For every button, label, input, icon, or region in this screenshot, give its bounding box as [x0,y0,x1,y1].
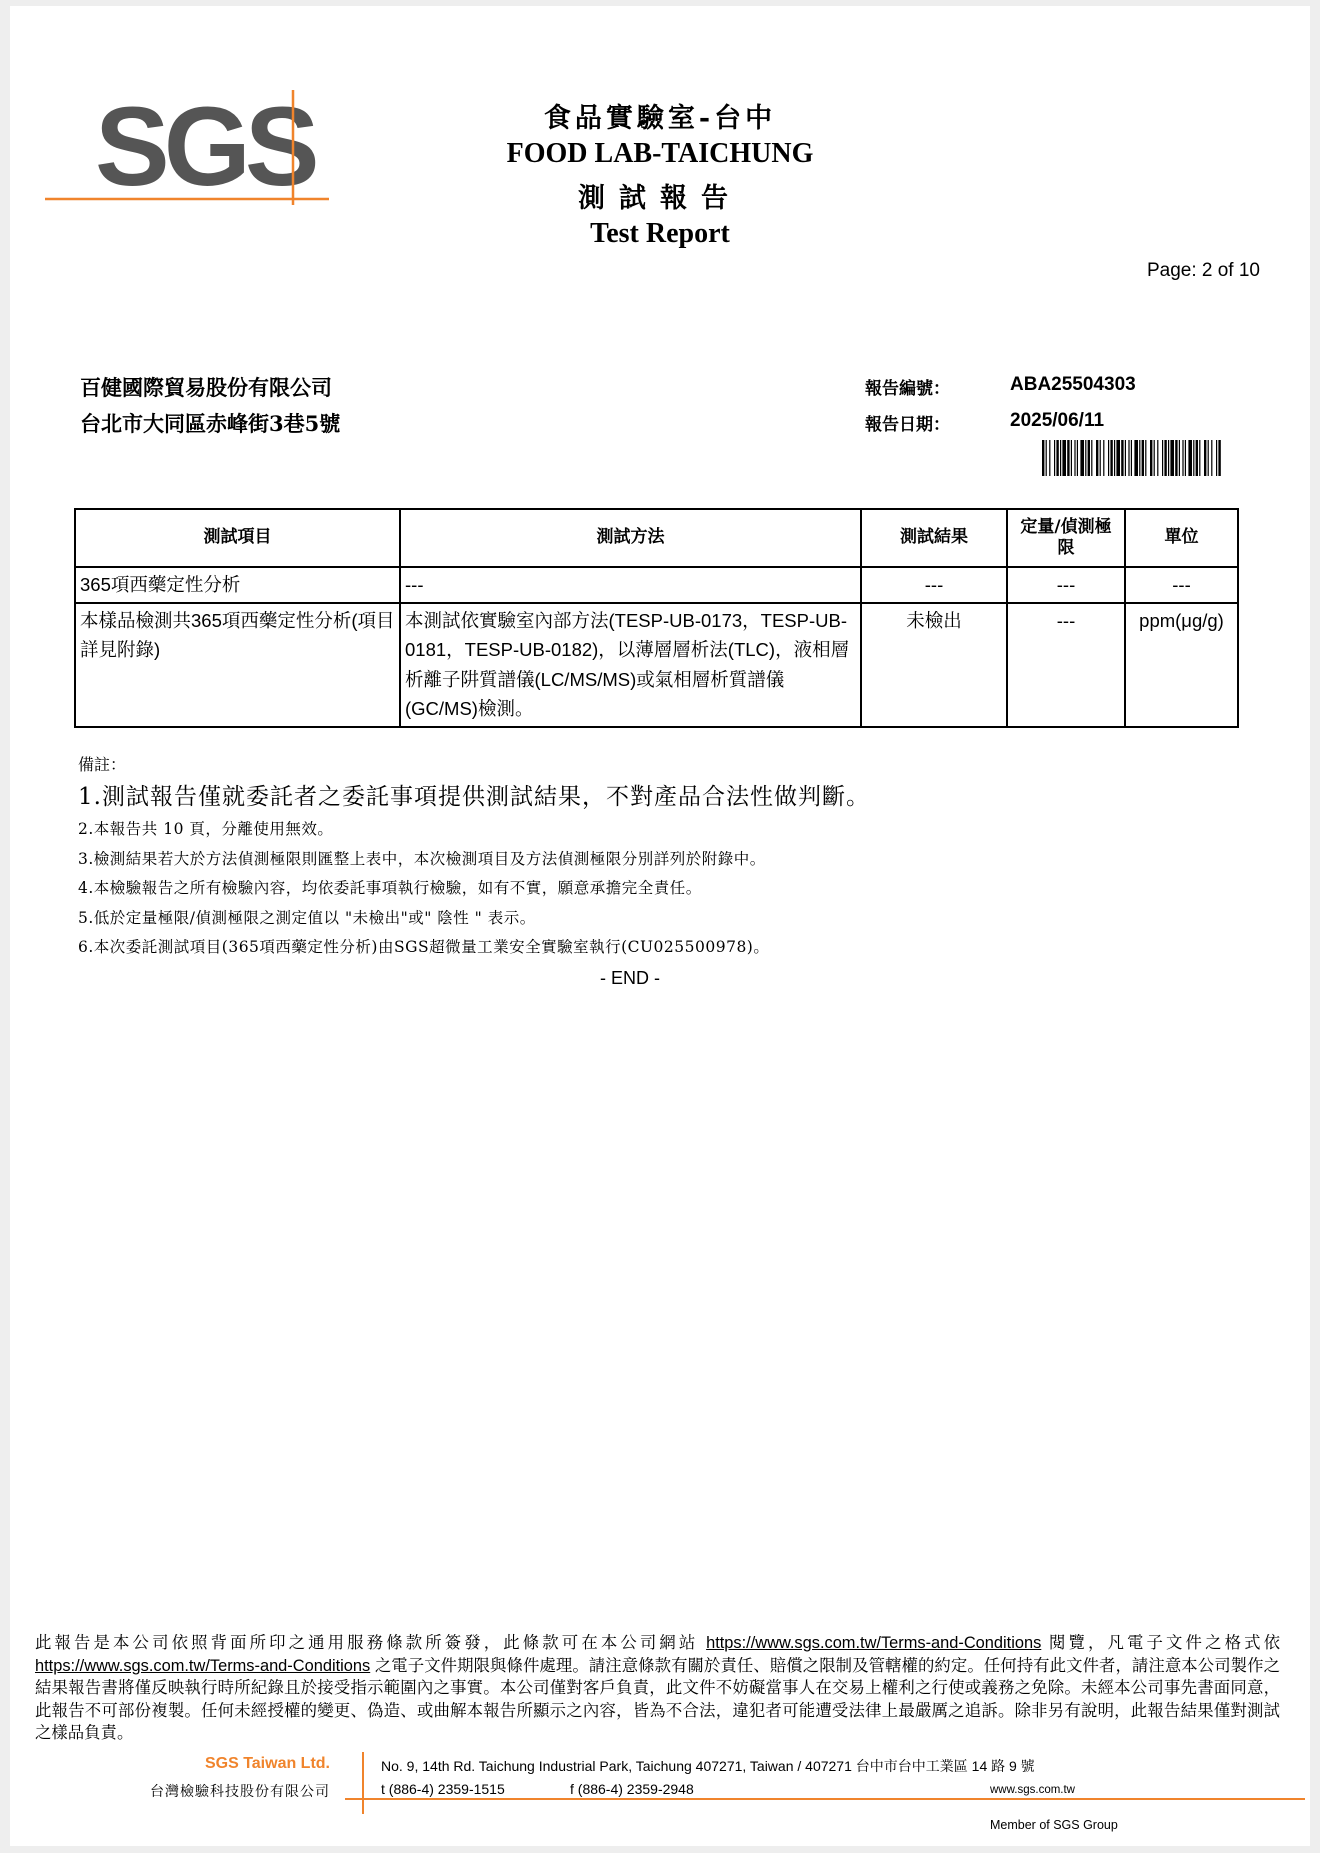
note-item: 4.本檢驗報告之所有檢驗內容，均依委託事項執行檢驗，如有不實，願意承擔完全責任。 [78,879,702,897]
cell-limit: --- [1007,603,1125,727]
report-title-cn: 測試報告 [578,183,742,214]
cell-unit: --- [1125,567,1238,603]
page-number: Page: 2 of 10 [1146,260,1260,281]
footer-website[interactable]: www.sgs.com.tw [990,1784,1075,1796]
report-date-label: 報告日期： [865,415,950,435]
col-test-result: 測試結果 [861,509,1007,567]
notes-section [78,752,1258,963]
footer-company-en: SGS Taiwan Ltd. [204,1755,330,1772]
report-number-value: ABA25504303 [1010,374,1136,395]
footer-rule [345,1798,1305,1800]
disclaimer-text: 之電子文件期限與條件處理。請注意條款有關於責任、賠償之限制及管轄權的約定。任何持有此文件者，請注意本公司製作之結果報告書將僅反映執行時所紀錄且於接受指示範圍內之事實。本公司僅對客戶負責，此文件不妨礙當事人在交易上權利之行使或義務之免除。未經本公司事先書面同意，此報告不可部份複製。任何未經授權的變更、偽造、或曲解本報告所顯示之內容，皆為不合法，違犯者可能遭受法律上最嚴厲之追訴。除非另有說明，此報告結果僅對測試之樣品負責。 [35,1656,1280,1743]
cell-result: 未檢出 [861,603,1007,727]
note-item: 5.低於定量極限/偵測極限之測定值以 "未檢出"或" 陰性 " 表示。 [78,908,536,927]
footer-company-cn: 台灣檢驗科技股份有限公司 [150,1784,330,1800]
cell-item: 365項西藥定性分析 [75,567,400,603]
footer-address: No. 9, 14th Rd. Taichung Industrial Park, Taichung 407271, Taiwan / 407271 台中市台中工業區 14 路 9 號 [381,1758,1035,1774]
report-date-value: 2025/06/11 [1010,410,1105,431]
col-limit: 定量/偵測極限 [1007,509,1125,567]
note-item: 2.本報告共 10 頁，分離使用無效。 [78,820,334,838]
end-marker: - END - [600,968,660,988]
disclaimer-text: 此報告是本公司依照背面所印之通用服務條款所簽發，此條款可在本公司網站 [35,1634,707,1652]
footer-member: Member of SGS Group [990,1818,1118,1832]
cell-result: --- [861,567,1007,603]
sgs-logo-text: SGS [95,85,314,205]
footer-fax: f (886-4) 2359-2948 [570,1781,694,1797]
cell-method: 本測試依實驗室內部方法(TESP-UB-0173，TESP-UB-0181，TESP-UB-0182)，以薄層層析法(TLC)，液相層析離子阱質譜儀(LC/MS/MS)或氣相層析質譜儀(GC/MS)檢測。 [400,603,861,727]
table-row [75,603,1238,727]
client-address: 台北市大同區赤峰街3巷5號 [80,411,341,436]
lab-title-en: FOOD LAB-TAICHUNG [506,138,814,169]
col-unit: 單位 [1125,509,1238,567]
cell-unit: ppm(μg/g) [1125,603,1238,727]
results-table [74,508,1239,728]
client-name: 百健國際貿易股份有限公司 [80,375,332,400]
disclaimer [35,1632,1280,1745]
note-item: 1.測試報告僅就委託者之委託事項提供測試結果，不對產品合法性做判斷。 [78,784,870,810]
footer-phone: t (886-4) 2359-1515 [381,1781,505,1797]
table-header-row [75,509,1238,567]
cell-method: --- [400,567,861,603]
notes-title: 備註： [78,755,127,774]
barcode [1042,440,1222,476]
terms-link[interactable]: https://www.sgs.com.tw/Terms-and-Conditions [706,1634,1042,1652]
disclaimer-text: 閱覽，凡電子文件之格式依 [1041,1634,1280,1652]
terms-link[interactable]: https://www.sgs.com.tw/Terms-and-Conditions [35,1656,371,1675]
cell-item: 本樣品檢測共365項西藥定性分析(項目詳見附錄) [75,603,400,727]
col-test-item: 測試項目 [75,509,400,567]
sgs-logo [35,85,335,205]
note-item: 6.本次委託測試項目(365項西藥定性分析)由SGS超微量工業安全實驗室執行(CU025500978)。 [78,938,770,956]
footer-divider [362,1752,364,1814]
report-number-label: 報告編號： [865,379,950,399]
col-test-method: 測試方法 [400,509,861,567]
report-title-en: Test Report [590,218,730,249]
note-item: 3.檢測結果若大於方法偵測極限則匯整上表中，本次檢測項目及方法偵測極限分別詳列於附錄中。 [78,849,766,868]
lab-title-cn: 食品實驗室-台中 [543,103,777,134]
cell-limit: --- [1007,567,1125,603]
table-row [75,567,1238,603]
